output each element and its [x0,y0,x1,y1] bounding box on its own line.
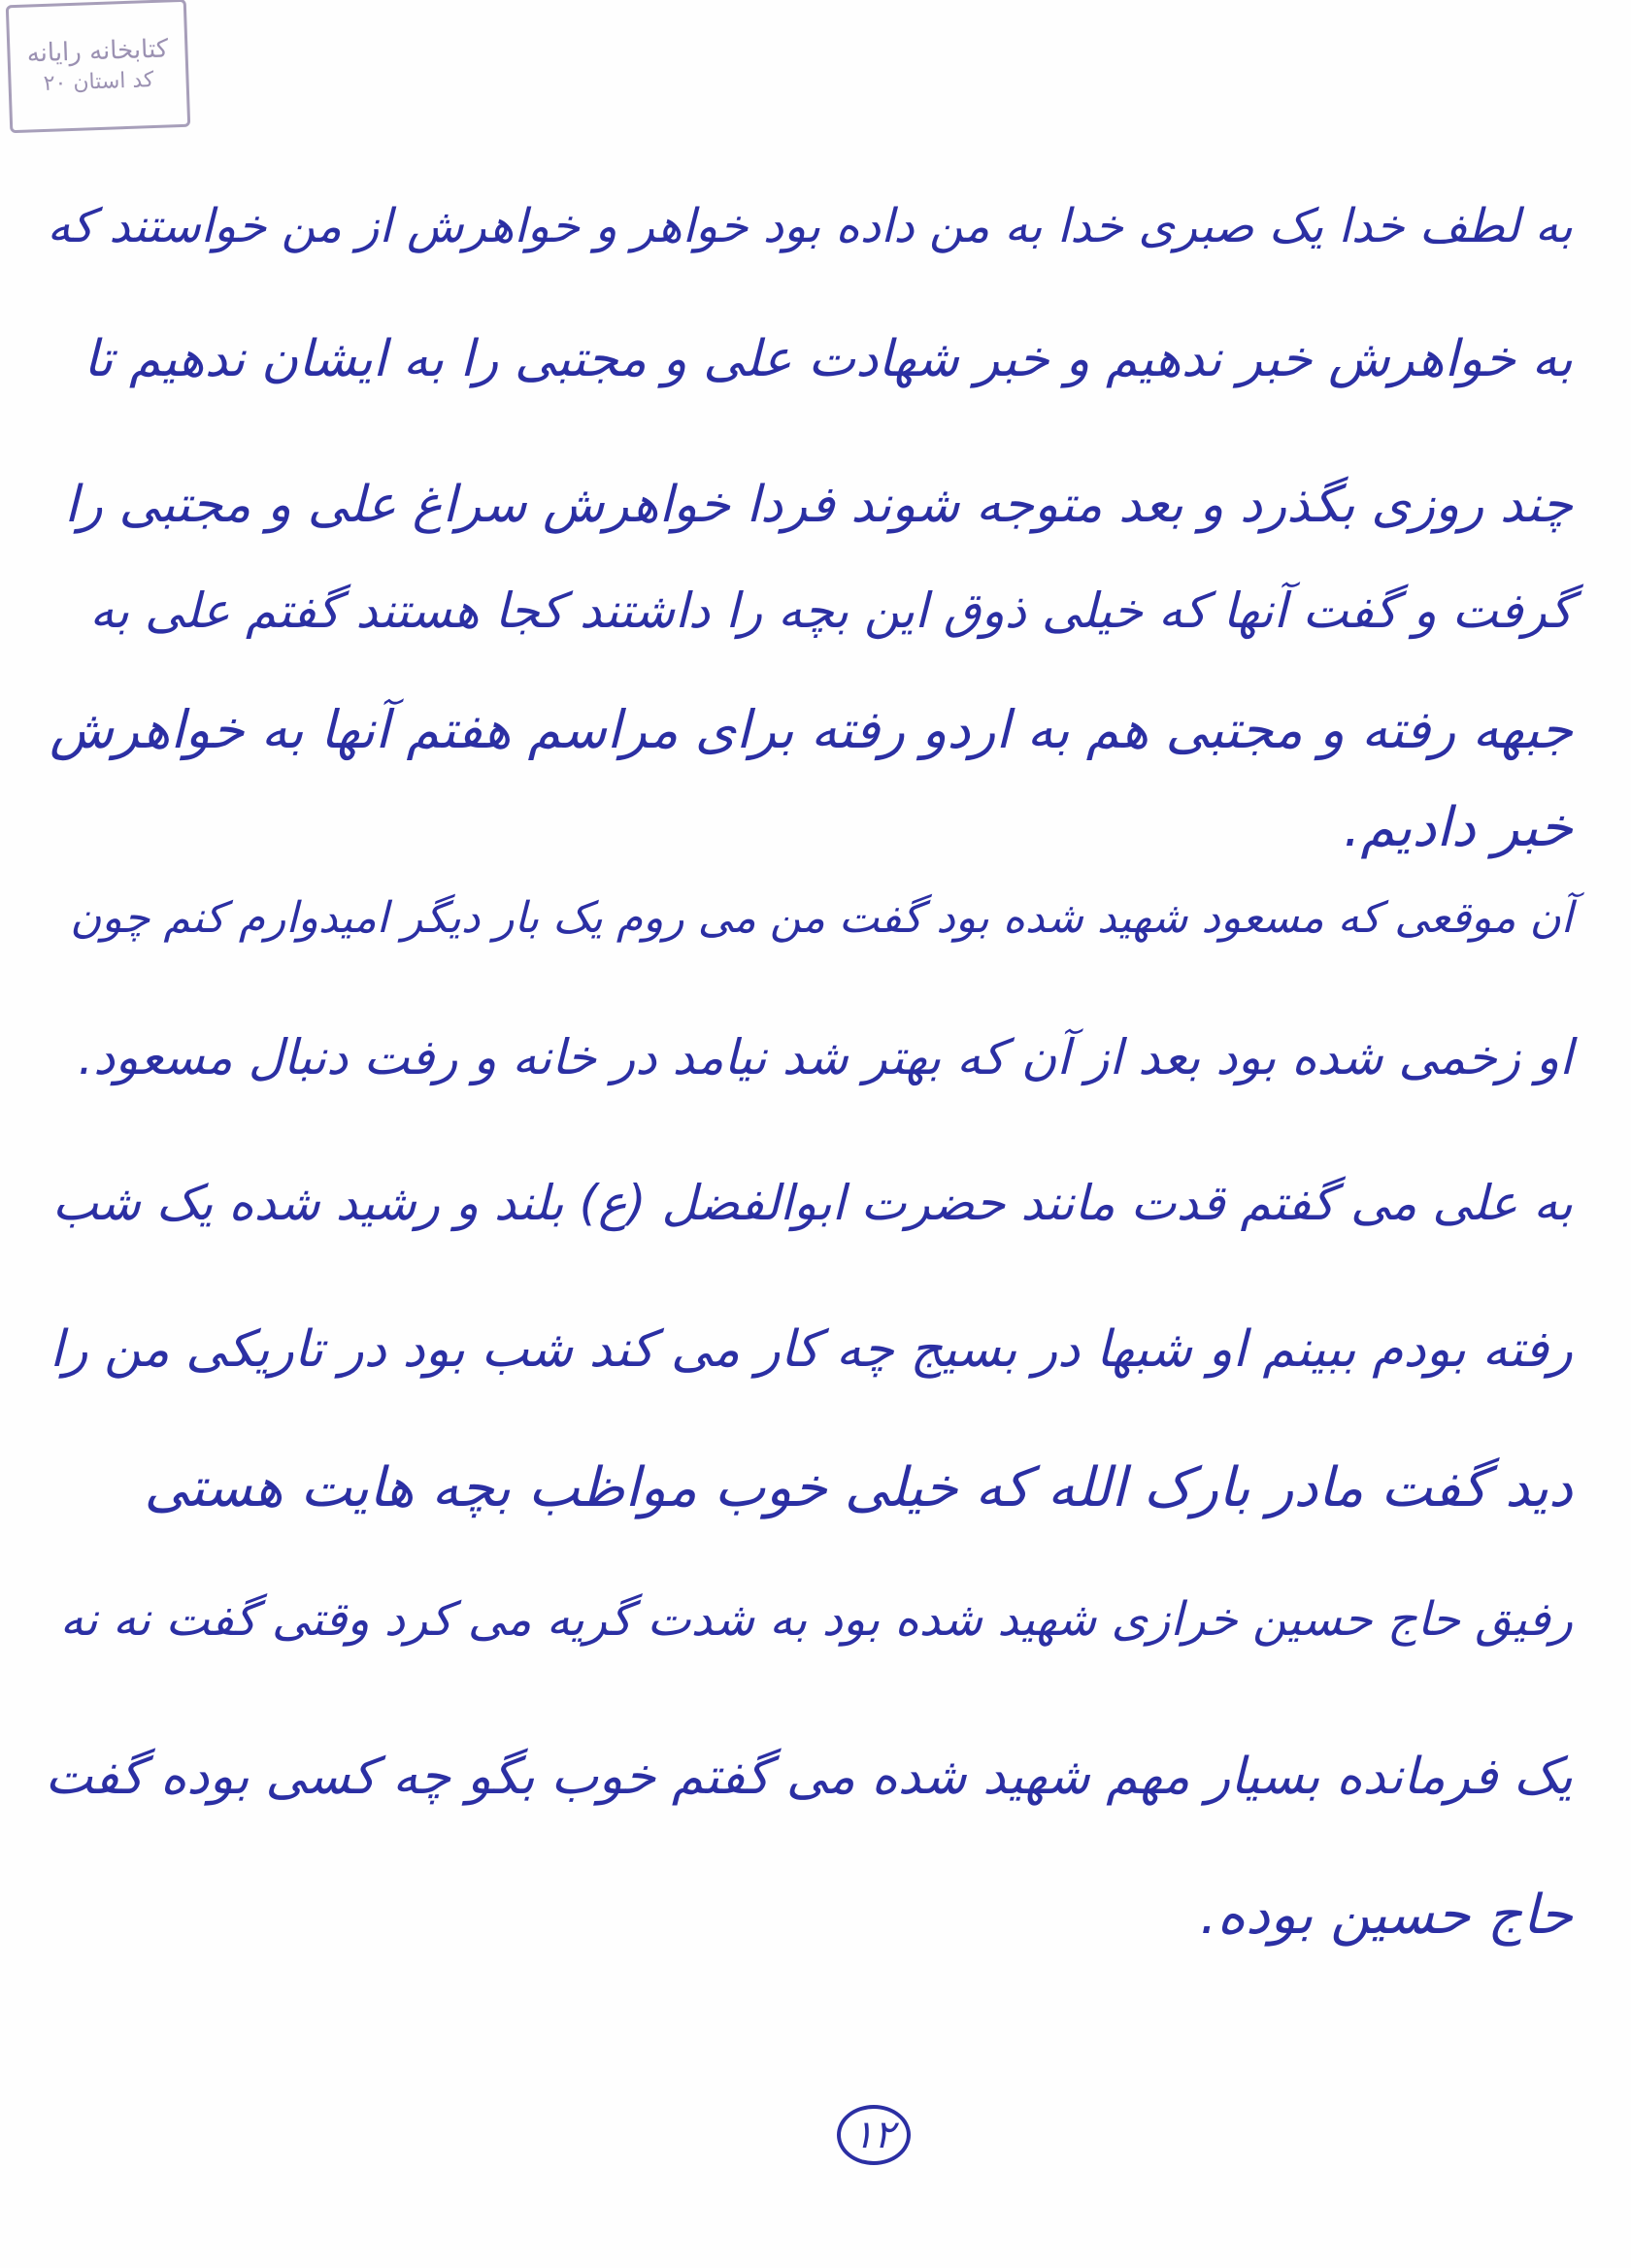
library-stamp [6,0,190,133]
text-line-12: رفیق حاج حسین خرازی شهید شده بود به شدت گریه می کرد وقتی گفت نه نه [59,1592,1573,1647]
text-line-1: به لطف خدا یک صبری خدا به من داده بود خواهر و خواهرش از من خواستند که [47,199,1573,253]
text-line-11: دید گفت مادر بارک الله که خیلی خوب مواظب بچه هایت هستی [144,1456,1573,1519]
text-line-7: آن موقعی که مسعود شهید شده بود گفت من می روم یک بار دیگر امیدوارم کنم چون [70,893,1573,943]
text-line-2: به خواهرش خبر ندهیم و خبر شهادت علی و مجتبی را به ایشان ندهیم تا [83,330,1573,388]
text-line-5: جبهه رفته و مجتبی هم به اردو رفته برای مراسم هفتم آنها به خواهرش [50,699,1573,760]
text-line-9: به علی می گفتم قدت مانند حضرت ابوالفضل (ع) بلند و رشید شده یک شب [51,1175,1573,1231]
text-line-13: یک فرمانده بسیار مهم شهید شده می گفتم خوب بگو چه کسی بوده گفت [45,1748,1573,1806]
text-line-8: او زخمی شده بود بعد از آن که بهتر شد نیامد در خانه و رفت دنبال مسعود. [78,1029,1573,1085]
text-line-6: خبر دادیم. [1343,796,1573,859]
page-number: ۱۲ [837,2105,911,2165]
stamp-line-2: کد استان ۲۰ [43,68,154,96]
text-line-14: حاج حسین بوده. [1199,1884,1573,1947]
text-line-10: رفته بودم ببینم او شبها در بسیج چه کار می کند شب بود در تاریکی من را [50,1320,1573,1379]
stamp-line-1: کتابخانه رایانه [26,34,169,69]
text-line-3: چند روزی بگذرد و بعد متوجه شوند فردا خواهرش سراغ علی و مجتبی را [64,476,1573,534]
text-line-4: گرفت و گفت آنها که خیلی ذوق این بچه را داشتند کجا هستند گفتم علی به [89,583,1573,639]
